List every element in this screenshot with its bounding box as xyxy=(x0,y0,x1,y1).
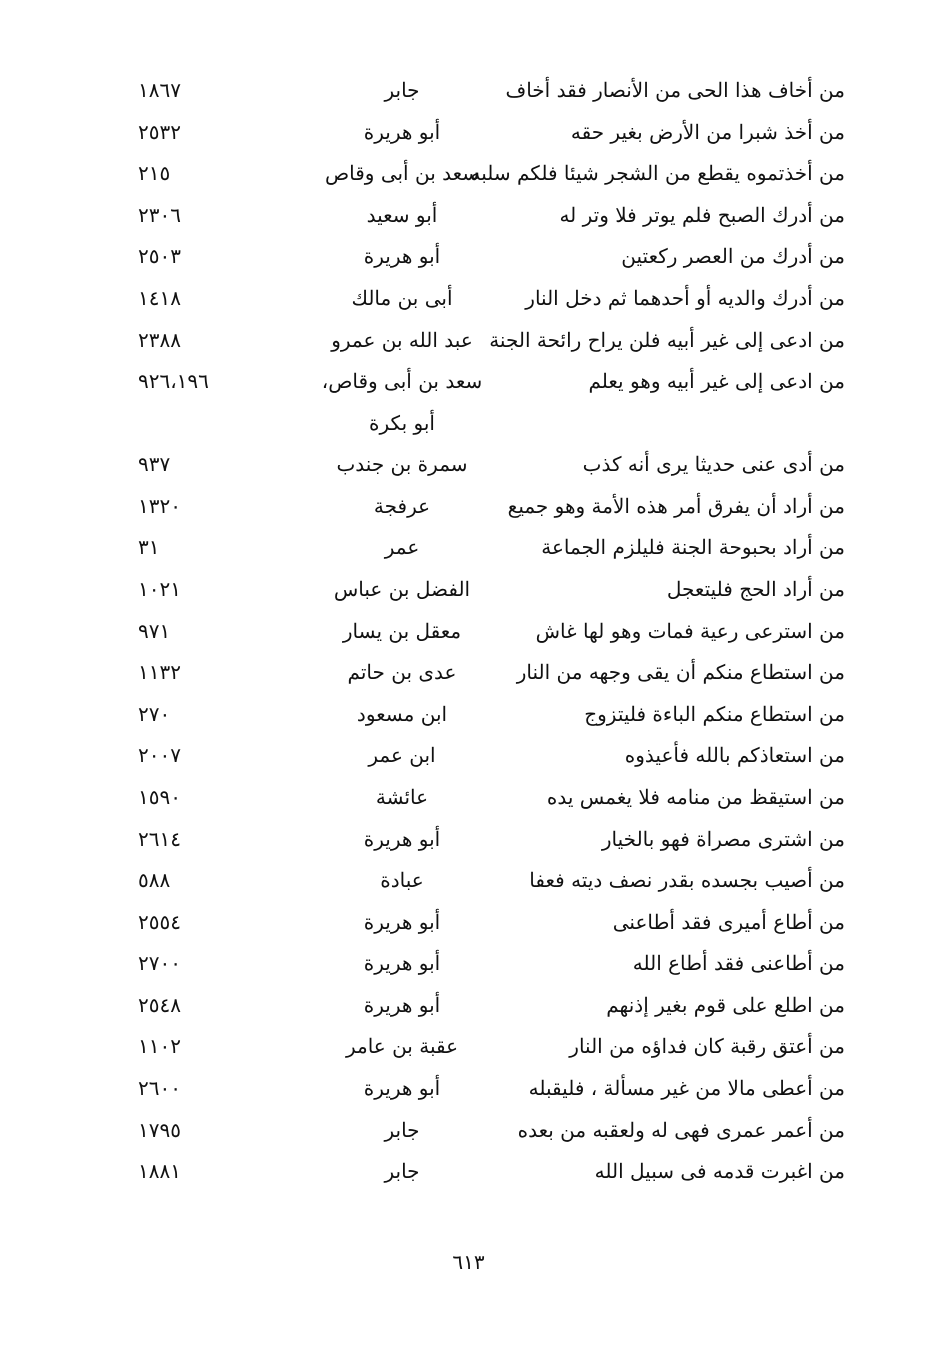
hadith-index-table xyxy=(0,70,937,1193)
hadith-text: من اشترى مصراة فهو بالخيار xyxy=(601,826,845,851)
narrator-name: جابر xyxy=(384,78,420,102)
index-row xyxy=(0,195,937,237)
hadith-text: من أخذ شبرا من الأرض بغير حقه xyxy=(570,119,845,144)
hadith-number: ٢٦١٤ xyxy=(138,826,181,851)
index-row xyxy=(0,1068,937,1110)
index-row xyxy=(0,611,937,653)
index-row xyxy=(0,361,937,444)
narrator-name: الفضل بن عباس xyxy=(333,576,471,601)
narrator-name: أبو سعيد xyxy=(366,202,438,227)
narrator-name-line-1: سعد بن أبى وقاص، xyxy=(321,369,483,394)
hadith-text: من أراد أن يفرق أمر هذه الأمة وهو جميع xyxy=(507,493,845,518)
hadith-number: ٢٣٨٨ xyxy=(138,327,181,352)
hadith-text: من ادعى إلى غير أبيه فلن يراح رائحة الجنة xyxy=(489,327,845,352)
hadith-text: من استطاع منكم الباءة فليتزوج xyxy=(584,701,845,726)
hadith-text: من أدى عنى حديثا يرى أنه كذب xyxy=(582,452,845,477)
index-row xyxy=(0,236,937,278)
hadith-number: ٢٥٤٨ xyxy=(138,992,181,1017)
hadith-text: من اغبرت قدمه فى سبيل الله xyxy=(594,1159,845,1184)
hadith-text: من ادعى إلى غير أبيه وهو يعلم xyxy=(588,369,845,394)
hadith-text: من استرعى رعية فمات وهو لها غاش xyxy=(535,618,845,643)
index-row xyxy=(0,527,937,569)
hadith-number: ٢٣٠٦ xyxy=(138,202,181,227)
index-row xyxy=(0,694,937,736)
hadith-number: ١١٣٢ xyxy=(138,660,181,685)
hadith-number: ١١٠٢ xyxy=(138,1034,181,1059)
index-row xyxy=(0,486,937,528)
hadith-text: من استطاع منكم أن يقى وجهه من النار xyxy=(516,660,845,685)
index-row xyxy=(0,1151,937,1193)
hadith-text: من أراد الحج فليتعجل xyxy=(666,576,845,601)
index-row xyxy=(0,943,937,985)
narrator-name: أبو هريرة xyxy=(363,244,441,269)
narrator-name: أبو هريرة xyxy=(363,992,441,1017)
hadith-number: ١٨٦٧ xyxy=(138,78,181,102)
narrator-name: أبو هريرة xyxy=(363,119,441,144)
narrator-name: عرفجة xyxy=(373,493,431,518)
hadith-text: من أدرك من العصر ركعتين xyxy=(621,244,845,269)
narrator-name: عمر xyxy=(384,535,420,560)
hadith-number: ١٧٩٥ xyxy=(138,1117,181,1142)
narrator-name: أبو هريرة xyxy=(363,909,441,934)
narrator-name: عبادة xyxy=(380,868,424,893)
hadith-text: من اطلع على قوم بغير إذنهم xyxy=(606,992,845,1017)
hadith-number: ٣١ xyxy=(138,535,160,560)
narrator-name: سمرة بن جندب xyxy=(336,452,468,477)
hadith-number: ٢٦٠٠ xyxy=(138,1076,181,1101)
index-row xyxy=(0,735,937,777)
hadith-number: ٢٧٠٠ xyxy=(138,951,181,976)
hadith-text: من أخاف هذا الحى من الأنصار فقد أخاف xyxy=(505,78,845,102)
narrator-name: أبو هريرة xyxy=(363,1076,441,1101)
hadith-number: ٢٥٥٤ xyxy=(138,909,181,934)
index-row xyxy=(0,153,937,195)
hadith-number: ٢٧٠ xyxy=(138,701,171,726)
narrator-name: معقل بن يسار xyxy=(342,618,462,643)
hadith-number: ١٨٨١ xyxy=(138,1159,181,1184)
narrator-name: جابر xyxy=(384,1117,420,1142)
page-number: ٦١٣ xyxy=(452,1250,485,1274)
narrator-name: أبو هريرة xyxy=(363,951,441,976)
hadith-text: من أصيب بجسده بقدر نصف ديته فعفا xyxy=(529,868,845,893)
narrator-name: سعد بن أبى وقاص xyxy=(324,161,480,186)
narrator-name: عائشة xyxy=(375,784,429,809)
index-row xyxy=(0,70,937,112)
index-row xyxy=(0,652,937,694)
hadith-text: من أطاع أميرى فقد أطاعنى xyxy=(612,909,845,934)
index-row xyxy=(0,819,937,861)
hadith-text: من أعمر عمرى فهى له ولعقبه من بعده xyxy=(517,1117,845,1142)
hadith-text: من أدرك والديه أو أحدهما ثم دخل النار xyxy=(525,285,845,310)
narrator-name: عدى بن حاتم xyxy=(347,660,457,685)
narrator-name-line-2: أبو بكرة xyxy=(369,410,435,435)
narrator-name: أبى بن مالك xyxy=(351,285,453,310)
hadith-number: ١٣٢٠ xyxy=(138,493,181,518)
index-row xyxy=(0,444,937,486)
index-row xyxy=(0,320,937,362)
narrator-name: ابن عمر xyxy=(368,743,436,768)
index-row xyxy=(0,777,937,819)
hadith-text: من استعاذكم بالله فأعيذوه xyxy=(624,743,845,768)
hadith-text: من أدرك الصبح فلم يوتر فلا وتر له xyxy=(559,202,845,227)
hadith-number: ٩٧١ xyxy=(138,618,171,643)
hadith-text: من أعتق رقبة كان فداؤه من النار xyxy=(569,1034,845,1059)
narrator-name xyxy=(307,361,497,444)
hadith-text: من أراد بحبوحة الجنة فليلزم الجماعة xyxy=(541,535,845,560)
hadith-number: ١٥٩٠ xyxy=(138,784,181,809)
index-row xyxy=(0,1026,937,1068)
index-row xyxy=(0,569,937,611)
hadith-number: ٩٣٧ xyxy=(138,452,171,477)
index-row xyxy=(0,1110,937,1152)
index-row xyxy=(0,278,937,320)
hadith-number: ٩٢٦،١٩٦ xyxy=(138,369,209,394)
narrator-name: عبد الله بن عمرو xyxy=(331,327,473,352)
index-row xyxy=(0,860,937,902)
hadith-number: ٢٥٠٣ xyxy=(138,244,181,269)
narrator-name: ابن مسعود xyxy=(356,701,448,726)
hadith-number: ١٤١٨ xyxy=(138,285,181,310)
hadith-number: ١٠٢١ xyxy=(138,576,181,601)
hadith-number: ٢١٥ xyxy=(138,161,171,186)
hadith-text: من أطاعنى فقد أطاع الله xyxy=(632,951,845,976)
index-row xyxy=(0,985,937,1027)
hadith-text: من أخذتموه يقطع من الشجر شيئا فلكم سلبه xyxy=(470,161,845,186)
hadith-number: ٥٨٨ xyxy=(138,868,171,893)
narrator-name: أبو هريرة xyxy=(363,826,441,851)
hadith-number: ٢٥٣٢ xyxy=(138,119,181,144)
index-row xyxy=(0,902,937,944)
index-row xyxy=(0,112,937,154)
hadith-text: من أعطى مالا من غير مسألة ، فليقبله xyxy=(528,1076,845,1101)
hadith-number: ٢٠٠٧ xyxy=(138,743,181,768)
hadith-text: من استيقظ من منامه فلا يغمس يده xyxy=(546,784,845,809)
narrator-name: عقبة بن عامر xyxy=(345,1034,459,1059)
narrator-name: جابر xyxy=(384,1159,420,1184)
